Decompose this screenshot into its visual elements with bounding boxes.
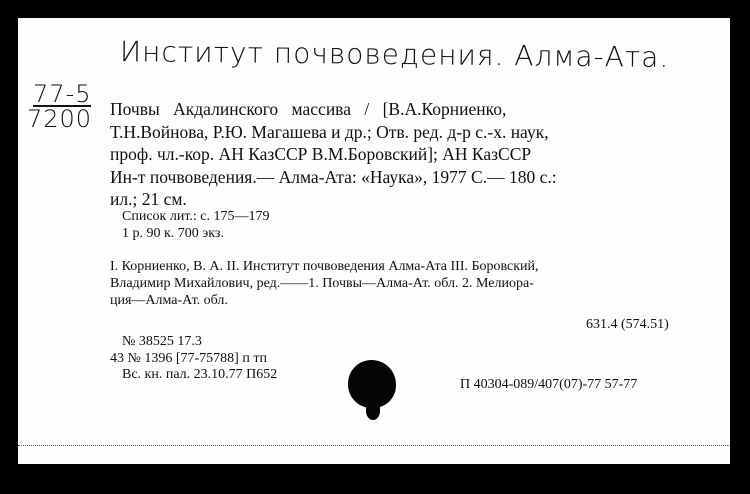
entry-line: проф. чл.-кор. АН КазССР В.М.Боровский]; АН КазССР (110, 144, 532, 164)
ink-blot-tail (366, 402, 380, 420)
entry-line: Ин-т почвоведения.— Алма-Ата: «Наука», 1977 С.— 180 с.: (110, 166, 557, 187)
bibliography-note: Список лит.: с. 175—179 (122, 209, 270, 224)
ink-blot (348, 360, 396, 408)
entry-notes (122, 209, 270, 242)
registration-block (110, 334, 277, 384)
catalog-card (18, 18, 730, 464)
bibliographic-entry (110, 98, 710, 211)
registration-line: 43 № 1396 [77-75788] п тп (110, 350, 267, 366)
subject-tracings (110, 258, 539, 309)
classification-number: 631.4 (574.51) (586, 317, 669, 332)
registration-line: № 38525 17.3 (122, 334, 202, 349)
registration-line: Вс. кн. пал. 23.10.77 П652 (122, 367, 278, 382)
tracing-line: ция—Алма-Ат. обл. (110, 293, 228, 308)
entry-line: Почвы Акдалинского массива / [В.А.Корниенко, (110, 99, 507, 119)
price-code: П 40304-089/407(07)-77 57-77 (460, 377, 638, 392)
tracing-line: I. Корниенко, В. А. II. Институт почвоведения Алма-Ата III. Боровский, (110, 259, 539, 274)
handwritten-shelf-number-top: 77-5 (33, 80, 92, 108)
card-bottom-divider (18, 445, 730, 446)
entry-line: Т.Н.Войнова, Р.Ю. Магашева и др.; Отв. ред. д-р с.-х. наук, (110, 121, 549, 142)
entry-line: ил.; 21 см. (110, 189, 187, 209)
handwritten-shelf-number-bottom: 7200 (27, 105, 93, 133)
price-print-run-note: 1 р. 90 к. 700 экз. (122, 225, 224, 241)
tracing-line: Владимир Михайлович, ред.——1. Почвы—Алма-Ат. обл. 2. Мелиора- (110, 276, 534, 291)
handwritten-institute-title: Институт почвоведения. Алма-Ата. (119, 35, 670, 74)
